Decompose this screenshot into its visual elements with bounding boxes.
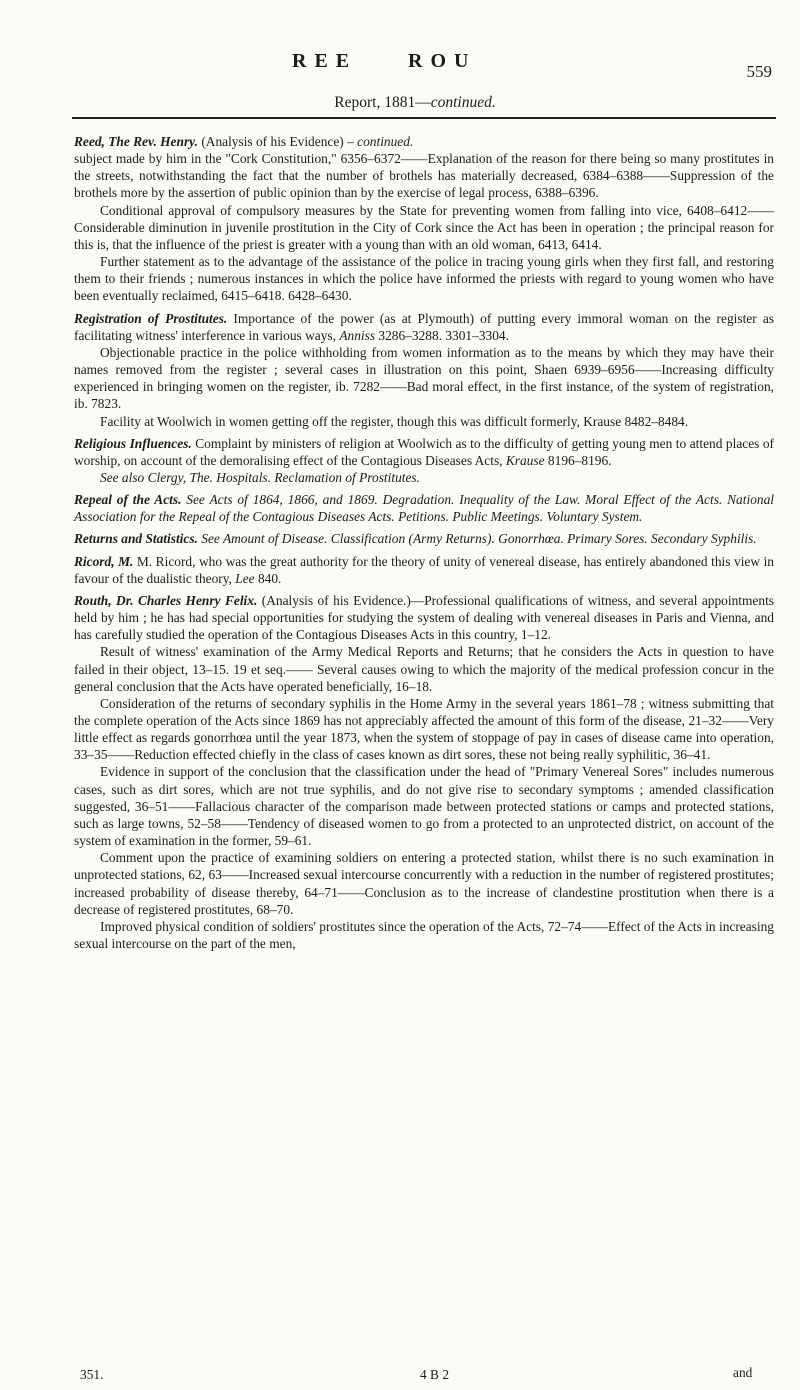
header-guide-word-right: ROU [408,50,477,72]
continuation-reference: 351. [80,1367,104,1382]
entry-heading: Returns and Statistics. [74,531,198,547]
entry-lead-italic: continued. [357,134,414,149]
header-guide-word-left: REE [292,50,358,72]
entry-lead-italic: Krause [505,452,545,468]
entry-lead: Importance of the power (as at Plymouth) of putting every immoral woman on the register as facilitating witness' interference in various ways, [74,310,774,343]
entry-heading: Reed, The Rev. Henry. [74,134,198,149]
entry-lead-tail: 3286–3288. 3301–3304. [375,327,509,343]
entry-heading: Routh, Dr. Charles Henry Felix. [74,592,258,608]
entry-paragraph: Conditional approval of compulsory measures by the State for preventing women from falling into vice, 6408–6412——Considerable diminution in juvenile prostitution in the City of Cork since the Act has been in operation ; the principal reason for this is, that the influence of the priest is greater with a young than with an old woman, 6413, 6414. [74,202,774,252]
signature-mark: 4 B 2 [420,1367,450,1382]
index-entry [74,553,774,587]
entry-heading: Religious Influences. [74,435,192,451]
entry-heading: Registration of Prostitutes. [74,310,228,326]
entry-paragraph: Improved physical condition of soldiers' prostitutes since the operation of the Acts, 72–74——Effect of the Acts in increasing sexual intercourse on the part of the men, [74,918,774,952]
index-body [74,128,774,952]
entry-heading: Ricord, M. [74,553,134,569]
index-entry [74,435,774,469]
entry-paragraph: subject made by him in the "Cork Constitution," 6356–6372——Explanation of the reason for there being so many prostitutes in the streets, notwithstanding the fact that the number of brothels has materially decreased, 6384–6388——Suppression of the brothels more by the assertion of public opinion than by the exercise of legal process, 6388–6396. [74,151,774,201]
entry-lead-tail: 840. [254,570,282,586]
entry-lead-tail: 8196–8196. [544,452,612,468]
entry-lead: Complaint by ministers of religion at Woolwich as to the difficulty of getting young men to attend places of worship, on account of the demoralising effect of the Contagious Diseases Acts, [74,435,775,468]
entry-lead: (Analysis of his Evidence.)—Professional qualifications of witness, and several appointments held by him ; he has had special opportunities for studying the system of dealing with venereal diseases in Paris and Vienna, and has carefully studied the operation of the Contagious Diseases Acts in this country, 1–12. [74,592,775,643]
header-rule [72,117,776,119]
running-title-suffix: continued. [430,94,496,111]
running-title-prefix: Report, 1881— [334,94,431,111]
page-number: 559 [746,62,772,81]
catchword: and [733,1365,753,1380]
index-entry [74,310,774,344]
entry-paragraph: Facility at Woolwich in women getting off the register, though this was difficult formerly, Krause 8482–8484. [100,413,689,429]
index-entry [74,530,774,547]
entry-paragraph: Result of witness' examination of the Army Medical Reports and Returns; that he considers the Acts in question to have failed in their object, 13–15. 19 et seq.—— Several causes owing to which the majority of the medical profession concur in the general conclusion that the Acts have operated beneficially, 16–18. [74,644,774,694]
entry-heading: Repeal of the Acts. [74,492,182,508]
entry-lead: See Acts of 1864, 1866, and 1869. Degradation. Inequality of the Law. Moral Effect of the Acts. National Association for the Repeal of the Contagious Diseases Acts. Petitions. Public Meetings. Voluntary System. [74,492,774,525]
cross-reference: See also Clergy, The. Hospitals. Reclamation of Prostitutes. [100,469,420,485]
index-entry [74,592,774,643]
entry-paragraph: Evidence in support of the conclusion that the classification under the head of "Primary Venereal Sores" includes numerous cases, such as dirt sores, which are not true syphilis, and do not give rise to secondary symptoms ; amended classification suggested, 36–51——Fallacious character of the comparison made between protected stations or camps and protected stations, such as large towns, 52–58——Tendency of diseased women to go from a protected to an unprotected district, on account of the system of examination in the former, 59–61. [74,764,774,849]
index-entry [74,133,774,150]
entry-paragraph: Consideration of the returns of secondary syphilis in the Home Army in the several years 1861–78 ; witness submitting that the complete operation of the Acts since 1869 has not appreciably affected the amount of this form of the disease, 21–32——Very little effect as regards gonorrhœa until the year 1873, when the system of stoppage of pay in cases of disease came into operation, 33–35——Reduction effected chiefly in the class of cases known as dirt sores, these not being really syphilitic, 36–41. [74,695,774,763]
entry-lead: M. Ricord, who was the great authority for the theory of unity of venereal disease, has entirely abandoned this view in favour of the dualistic theory, [74,553,774,586]
entry-lead-italic: Anniss [339,327,376,343]
entry-lead-italic: Lee [235,570,255,586]
entry-lead: (Analysis of his Evidence) – [197,134,358,149]
entry-paragraph: Objectionable practice in the police withholding from women information as to the means by which they may have their names removed from the register ; several cases in illustration on this point, Shaen 6939–6956——Increasing difficulty experienced in bringing women on the register, ib. 7282——Bad moral effect, in the first instance, of the system of registration, ib. 7823. [74,344,774,412]
running-title [285,94,545,112]
entry-lead: See Amount of Disease. Classification (Army Returns). Gonorrhœa. Primary Sores. Secondary Syphilis. [197,531,757,547]
entry-paragraph: Comment upon the practice of examining soldiers on entering a protected station, whilst there is no such examination in unprotected stations, 62, 63——Increased sexual intercourse concurrently with a reduction in the number of registered prostitutes; increased probability of disease thereby, 64–71——Conclusion as to the increase of clandestine prostitution when there is a decrease of registered prostitutes, 68–70. [74,850,774,917]
index-entry [74,491,774,525]
entry-paragraph: Further statement as to the advantage of the assistance of the police in tracing young girls when they first fall, and restoring them to their friends ; numerous instances in which the police have informed the priests with regard to young women who have been eventually reclaimed, 6415–6418. 6428–6430. [74,254,774,304]
